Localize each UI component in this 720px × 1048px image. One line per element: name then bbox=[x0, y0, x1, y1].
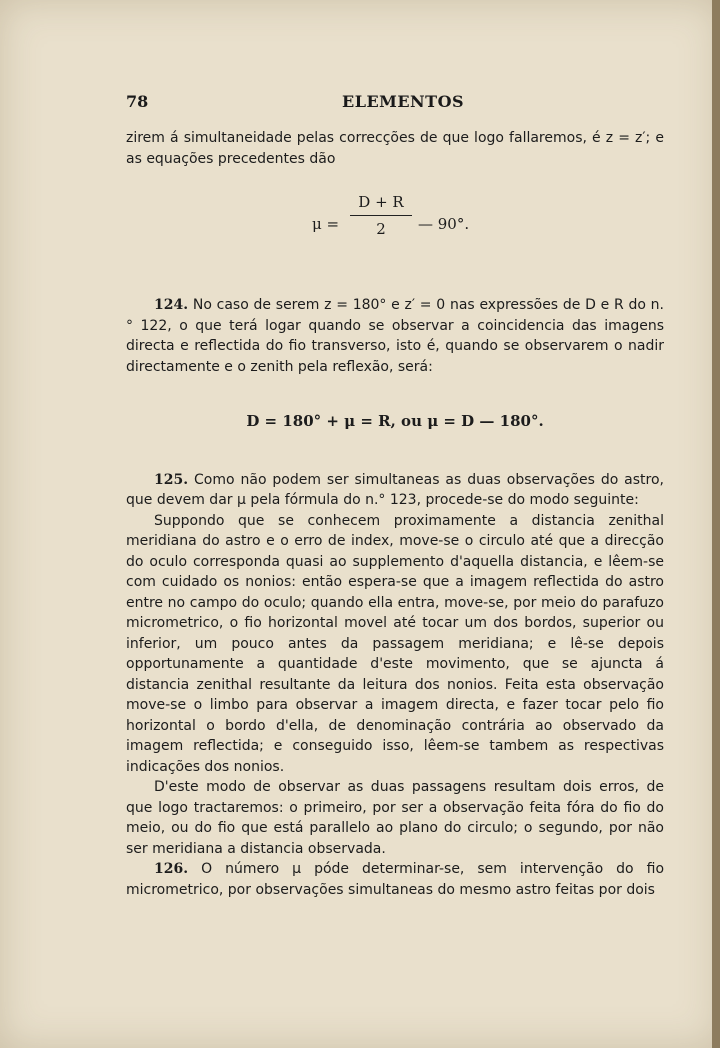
section-124-text: No caso de serem z = 180° e z′ = 0 nas expressões de D e R do n.° 122, o que terá logar quando se observar a coincidencia das imagens directa e reflectida do fio transverso, isto é, quando se observarem o nadir directamente e o zenith pela reflexão, será: bbox=[126, 297, 664, 375]
formula-d: D = 180° + μ = R, ou μ = D — 180°. bbox=[246, 412, 544, 430]
intro-paragraph: zirem á simultaneidade pelas correcções de que logo fallaremos, é z = z′; e as equações precedentes dão bbox=[126, 130, 664, 167]
page-header bbox=[126, 92, 666, 116]
formula-mu bbox=[126, 187, 664, 273]
section-126-text: O número μ póde determinar-se, sem intervenção do fio micrometrico, por observações simultaneas do mesmo astro feitas por dois bbox=[126, 861, 665, 898]
formula-mu-fraction bbox=[350, 192, 412, 239]
section-125 bbox=[126, 470, 664, 511]
section-number-126: 126. bbox=[154, 861, 189, 877]
section-126 bbox=[126, 859, 664, 900]
formula-mu-numerator: D + R bbox=[350, 192, 412, 216]
formula-mu-rhs: — 90°. bbox=[418, 215, 470, 233]
paragraph-suppondo: Suppondo que se conhecem proximamente a distancia zenithal meridiana do astro e o erro de index, move-se o circulo até que a direcção do oculo corresponda quasi ao supplemento d'aquella distancia, e lêem-se com cuidado os nonios: então espera-se que a imagem reflectida do astro entre no campo do oculo; quando ella entra, move-se, por meio do parafuzo micrometrico, o fio horizontal movel até tocar um dos bordos, superior ou inferior, um pouco antes da passagem meridiana; e lê-se depois opportunamente a quantidade d'este movimento, que se ajuncta á distancia zenithal resultante da leitura dos nonios. Feita esta observação move-se o limbo para observar a imagem directa, e fazer tocar pelo fio horizontal o bordo d'ella, de denominação contrária ao observado da imagem reflectida; e conseguido isso, lêem-se tambem as respectivas indicações dos nonios. bbox=[126, 512, 664, 775]
section-125-text: Como não podem ser simultaneas as duas observações do astro, que devem dar μ pela fórmula do n.° 123, procede-se do modo seguinte: bbox=[126, 471, 665, 508]
page-body bbox=[126, 128, 664, 900]
paragraph-deste-modo: D'este modo de observar as duas passagens resultam dois erros, de que logo tractaremos: o primeiro, por ser a observação feita fóra do fio do meio, ou do fio que está parallelo ao plano do circulo; o segundo, por não ser meridiana a distancia observada. bbox=[126, 779, 664, 857]
section-124 bbox=[126, 295, 664, 377]
section-number-124: 124. bbox=[154, 297, 189, 313]
running-title: ELEMENTOS bbox=[342, 92, 465, 111]
formula-mu-lhs: μ = bbox=[312, 215, 340, 233]
section-number-125: 125. bbox=[154, 471, 189, 488]
formula-mu-denominator: 2 bbox=[376, 219, 386, 238]
page-number: 78 bbox=[126, 92, 149, 111]
